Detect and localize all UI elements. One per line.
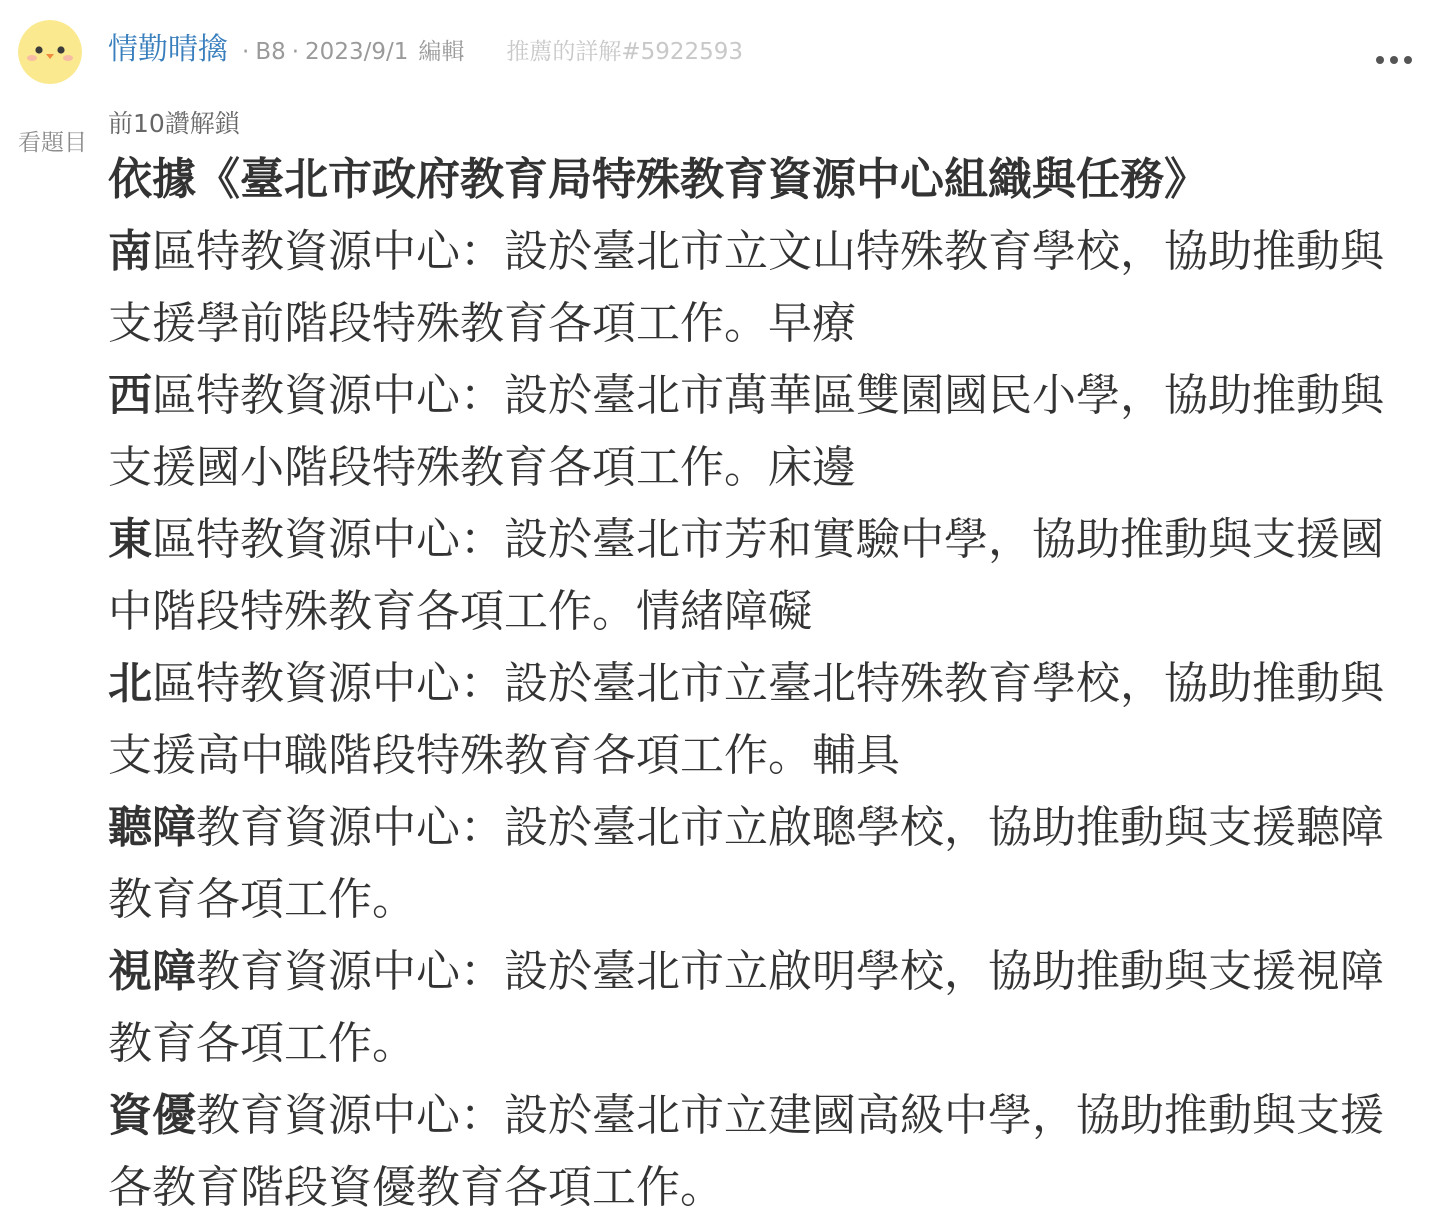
entry-key: 東 bbox=[108, 514, 152, 565]
post-header bbox=[108, 24, 744, 67]
entry-key: 西 bbox=[108, 370, 152, 421]
meta-separator: · bbox=[291, 39, 300, 65]
entry-key: 資優 bbox=[108, 1090, 196, 1141]
unlock-note: 前10讚解鎖 bbox=[108, 109, 240, 138]
floor-number: B8 bbox=[255, 39, 286, 65]
entry-west bbox=[108, 360, 1424, 504]
solution-body bbox=[108, 144, 1424, 1224]
entry-south bbox=[108, 216, 1424, 360]
entry-east bbox=[108, 504, 1424, 648]
entry-text: 教育資源中心：設於臺北市立建國高級中學，協助推動與支援各教育階段資優教育各項工作。 bbox=[108, 1090, 1384, 1213]
entry-text: 區特教資源中心：設於臺北市立文山特殊教育學校，協助推動與支援學前階段特殊教育各項工作。早療 bbox=[108, 226, 1384, 349]
chick-avatar-icon bbox=[18, 20, 82, 84]
entry-key: 視障 bbox=[108, 946, 196, 997]
more-dot bbox=[1390, 56, 1398, 64]
entry-text: 教育資源中心：設於臺北市立啟聰學校，協助推動與支援聽障教育各項工作。 bbox=[108, 802, 1384, 925]
meta-separator: · bbox=[242, 39, 250, 65]
entry-key: 聽障 bbox=[108, 802, 196, 853]
view-question-link[interactable]: 看題目 bbox=[18, 130, 87, 156]
avatar[interactable] bbox=[18, 20, 82, 84]
entry-text: 區特教資源中心：設於臺北市萬華區雙園國民小學，協助推動與支援國小階段特殊教育各項工作。床邊 bbox=[108, 370, 1384, 493]
post-date: 2023/9/1 bbox=[305, 39, 409, 65]
entry-text: 區特教資源中心：設於臺北市芳和實驗中學，協助推動與支援國中階段特殊教育各項工作。情緒障礙 bbox=[108, 514, 1384, 637]
edit-link[interactable]: 編輯 bbox=[418, 39, 465, 65]
entry-text: 區特教資源中心：設於臺北市立臺北特殊教育學校，協助推動與支援高中職階段特殊教育各項工作。輔具 bbox=[108, 658, 1384, 781]
entry-gifted bbox=[108, 1080, 1424, 1224]
more-dot bbox=[1404, 56, 1412, 64]
entry-hearing bbox=[108, 792, 1424, 936]
entry-north bbox=[108, 648, 1424, 792]
recommended-solution-ref: 推薦的詳解#5922593 bbox=[506, 39, 744, 65]
more-dot bbox=[1376, 56, 1384, 64]
post-meta bbox=[236, 39, 408, 65]
entry-key: 南 bbox=[108, 226, 152, 277]
more-options-icon[interactable] bbox=[1376, 50, 1412, 70]
solution-title: 依據《臺北市政府教育局特殊教育資源中心組織與任務》 bbox=[108, 154, 1208, 205]
entry-visual bbox=[108, 936, 1424, 1080]
username-link[interactable]: 情勤晴擒 bbox=[108, 32, 228, 67]
entry-key: 北 bbox=[108, 658, 152, 709]
entry-text: 教育資源中心：設於臺北市立啟明學校，協助推動與支援視障教育各項工作。 bbox=[108, 946, 1384, 1069]
